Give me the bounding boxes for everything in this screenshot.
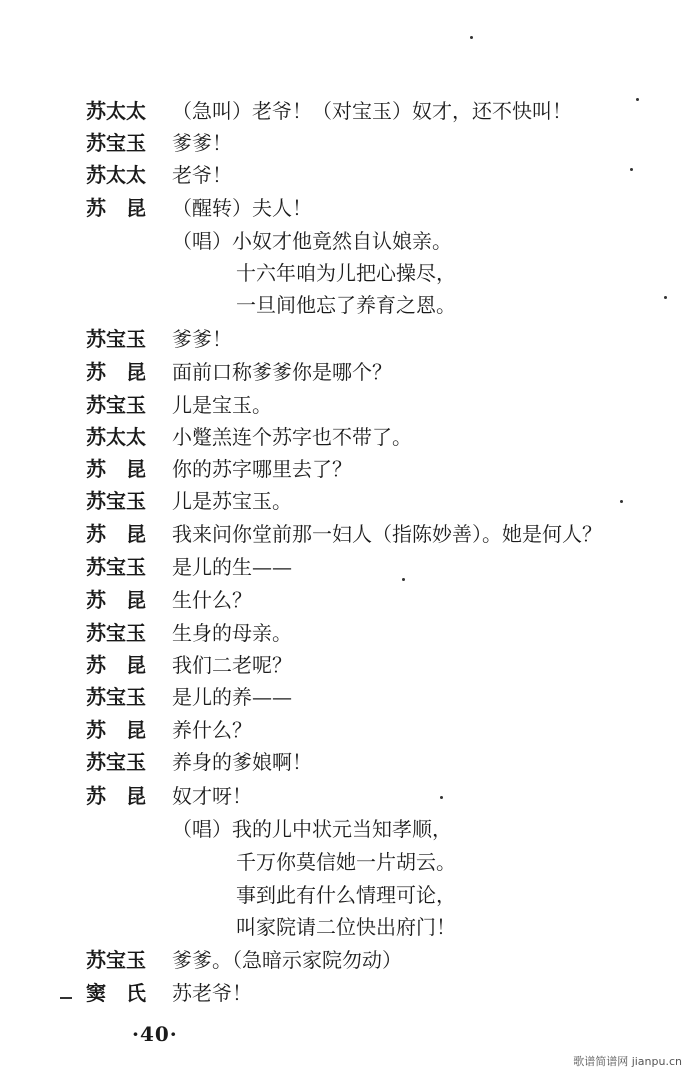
speech-text: 是儿的生——: [172, 555, 292, 579]
dialogue-line: [0, 680, 690, 714]
dialogue-line: [0, 355, 690, 389]
dialogue-line: [0, 158, 690, 192]
speaker-name: 苏宝玉: [86, 621, 146, 645]
speech-text: 面前口称爹爹你是哪个？: [172, 360, 392, 384]
speaker-name: 苏 昆: [86, 784, 146, 808]
page-number: ·40·: [132, 1022, 178, 1046]
sung-line: [0, 288, 690, 322]
sung-text: （唱）小奴才他竟然自认娘亲。: [172, 229, 452, 253]
speech-text: 小蹩羔连个苏字也不带了。: [172, 425, 412, 449]
speaker-name: 苏太太: [86, 163, 146, 187]
watermark: 歌谱简谱网 jianpu.cn: [573, 1055, 682, 1068]
speaker-name: 苏宝玉: [86, 393, 146, 417]
dialogue-line: [0, 779, 690, 813]
dialogue-line: [0, 583, 690, 617]
dialogue-line: [0, 745, 690, 779]
speech-text: 我们二老呢？: [172, 653, 292, 677]
sung-text: 叫家院请二位快出府门！: [236, 915, 456, 939]
speaker-name: 窦 氏: [86, 981, 146, 1005]
speech-text: 生什么？: [172, 588, 252, 612]
sung-text: （唱）我的儿中状元当知孝顺，: [172, 817, 452, 841]
sung-line: [0, 878, 690, 912]
dialogue-line: [0, 484, 690, 518]
speech-text: （醒转）夫人！: [172, 196, 312, 220]
speaker-name: 苏宝玉: [86, 685, 146, 709]
dialogue-line: [0, 388, 690, 422]
speaker-name: 苏 昆: [86, 360, 146, 384]
dialogue-line: [0, 126, 690, 160]
speech-text: 爹爹！: [172, 327, 232, 351]
dialogue-line: [0, 616, 690, 650]
speech-text: 儿是苏宝玉。: [172, 489, 292, 513]
speaker-name: 苏太太: [86, 425, 146, 449]
dialogue-line: [0, 452, 690, 486]
dialogue-line: [0, 322, 690, 356]
dialogue-line: [0, 420, 690, 454]
speech-text: 你的苏字哪里去了？: [172, 457, 352, 481]
speaker-name: 苏宝玉: [86, 555, 146, 579]
dialogue-line: [0, 550, 690, 584]
speaker-name: 苏 昆: [86, 653, 146, 677]
dialogue-line: [0, 648, 690, 682]
sung-text: 一旦间他忘了养育之恩。: [236, 293, 456, 317]
speaker-name: 苏宝玉: [86, 489, 146, 513]
dialogue-line: [0, 713, 690, 747]
dialogue-line: [0, 976, 690, 1010]
sung-line: [0, 256, 690, 290]
sung-text: 千万你莫信她一片胡云。: [236, 850, 456, 874]
scan-speck: [470, 36, 473, 39]
speech-text: 老爷！: [172, 163, 232, 187]
margin-mark: [60, 997, 72, 999]
speaker-name: 苏宝玉: [86, 131, 146, 155]
speaker-name: 苏宝玉: [86, 327, 146, 351]
speaker-name: 苏太太: [86, 99, 146, 123]
sung-line: [0, 224, 690, 258]
speech-text: 养什么？: [172, 718, 252, 742]
speech-text: 奴才呀！: [172, 784, 252, 808]
speech-text: 生身的母亲。: [172, 621, 292, 645]
sung-line: [0, 910, 690, 944]
speech-text: 养身的爹娘啊！: [172, 750, 312, 774]
dialogue-line: [0, 94, 690, 128]
speech-text: （急叫）老爷！（对宝玉）奴才，还不快叫！: [172, 99, 572, 123]
speaker-name: 苏 昆: [86, 588, 146, 612]
sung-line: [0, 845, 690, 879]
speaker-name: 苏 昆: [86, 196, 146, 220]
speaker-name: 苏 昆: [86, 522, 146, 546]
speaker-name: 苏 昆: [86, 457, 146, 481]
speaker-name: 苏 昆: [86, 718, 146, 742]
speech-text: 是儿的养——: [172, 685, 292, 709]
speech-text: 爹爹。（急暗示家院勿动）: [172, 948, 402, 972]
speech-text: 我来问你堂前那一妇人（指陈妙善）。她是何人？: [172, 522, 602, 546]
sung-text: 十六年咱为儿把心操尽，: [236, 261, 456, 285]
speech-text: 苏老爷！: [172, 981, 252, 1005]
dialogue-line: [0, 191, 690, 225]
dialogue-line: [0, 943, 690, 977]
sung-text: 事到此有什么情理可论，: [236, 883, 456, 907]
speech-text: 爹爹！: [172, 131, 232, 155]
dialogue-line: [0, 517, 690, 551]
speaker-name: 苏宝玉: [86, 948, 146, 972]
sung-line: [0, 812, 690, 846]
speech-text: 儿是宝玉。: [172, 393, 272, 417]
speaker-name: 苏宝玉: [86, 750, 146, 774]
